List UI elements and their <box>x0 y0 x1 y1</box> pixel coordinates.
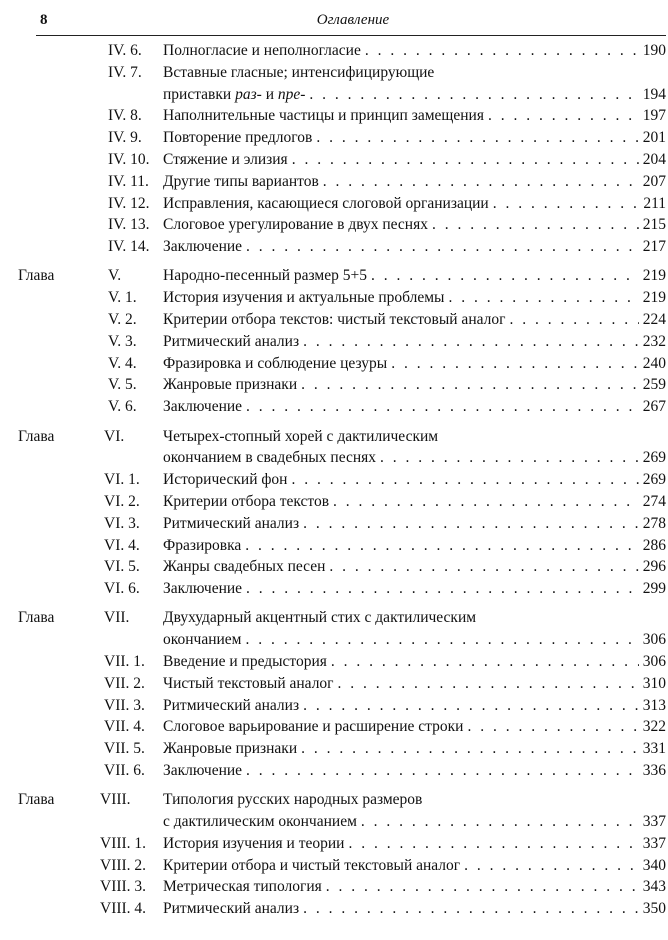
dot-leader <box>301 374 639 396</box>
toc-entry[interactable] <box>0 855 668 877</box>
dot-leader <box>464 855 639 877</box>
dot-leader <box>246 760 639 782</box>
toc-entry[interactable] <box>0 491 668 513</box>
section-page: 267 <box>642 398 666 416</box>
toc-entry[interactable] <box>0 236 668 258</box>
section-page: 219 <box>642 289 666 307</box>
section-page: 340 <box>642 856 666 874</box>
section-page: 197 <box>642 107 666 125</box>
section-number: V. 5. <box>108 376 137 394</box>
section-number: VII. 1. <box>104 653 145 671</box>
section-number: VI. 6. <box>104 580 140 598</box>
toc-entry[interactable] <box>0 40 668 62</box>
dot-leader <box>509 309 638 331</box>
section-title: Фразировка <box>163 536 242 554</box>
section-title: Заключение <box>163 580 243 598</box>
section-number: V. 4. <box>108 354 137 372</box>
dot-leader <box>303 331 639 353</box>
chapter-page: 337 <box>642 813 666 831</box>
section-title: Слоговое урегулирование в двух песнях <box>163 216 428 234</box>
dot-leader <box>391 353 639 375</box>
toc-entry[interactable] <box>0 193 668 215</box>
chapter-label: Глава <box>18 267 55 285</box>
dot-leader <box>448 287 638 309</box>
dot-leader <box>292 149 639 171</box>
toc-entry[interactable] <box>0 738 668 760</box>
toc-entry[interactable] <box>0 898 668 920</box>
section-number: V. 6. <box>108 398 137 416</box>
toc-entry[interactable] <box>0 716 668 738</box>
section-page: 337 <box>642 834 666 852</box>
dot-leader <box>316 127 638 149</box>
toc-entry[interactable] <box>0 127 668 149</box>
section-number: VII. 6. <box>104 762 145 779</box>
section-title: Ритмический анализ <box>163 332 300 350</box>
toc-entry[interactable] <box>0 833 668 855</box>
dot-leader <box>371 265 639 287</box>
toc-entry[interactable] <box>0 513 668 535</box>
toc-entry[interactable] <box>0 374 668 396</box>
section-number: VIII. 2. <box>100 856 147 874</box>
section-number: V. 1. <box>108 289 137 307</box>
section-number: IV. 12. <box>108 194 150 212</box>
section-title: Жанровые признаки <box>163 740 298 758</box>
dot-leader <box>301 738 639 760</box>
toc-chapter-continuation[interactable] <box>0 629 668 651</box>
section-number: IV. 11. <box>108 172 149 190</box>
chapter-page: 306 <box>642 631 666 649</box>
section-number: IV. 8. <box>108 107 142 125</box>
section-number: IV. 6. <box>108 42 142 59</box>
section-title: История изучения и теории <box>163 834 345 852</box>
toc-entry[interactable] <box>0 673 668 695</box>
section-number: IV. 14. <box>108 238 150 256</box>
dot-leader <box>331 651 639 673</box>
dot-leader <box>246 629 639 651</box>
toc-entry[interactable] <box>0 535 668 557</box>
chapter-page: 269 <box>642 449 666 467</box>
chapter-number: V. <box>108 267 122 285</box>
section-page: 286 <box>642 536 666 554</box>
section-number: VII. 4. <box>104 718 145 736</box>
dot-leader <box>432 214 639 236</box>
chapter-number: VI. <box>104 427 125 445</box>
chapter-label: Глава <box>18 609 55 627</box>
section-page: 190 <box>642 42 666 59</box>
section-title: Полногласие и неполногласие <box>163 42 361 59</box>
chapter-title: Двухударный акцентный стих с дактилическим <box>163 609 477 627</box>
toc-entry[interactable] <box>0 469 668 491</box>
section-title: Вставные гласные; интенсифицирующие <box>163 63 435 81</box>
chapter-title-continuation: окончанием в свадебных песнях <box>163 449 377 467</box>
chapter-title: Четырех-стопный хорей с дактилическим <box>163 427 439 445</box>
toc-entry[interactable] <box>0 396 668 418</box>
section-page: 274 <box>642 492 666 510</box>
dot-leader <box>246 396 639 418</box>
toc-entry[interactable] <box>0 105 668 127</box>
chapter-label: Глава <box>18 791 55 809</box>
section-number: IV. 9. <box>108 129 142 147</box>
section-title: Стяжение и элизия <box>163 150 288 168</box>
chapter-number: VII. <box>104 609 130 627</box>
toc-chapter[interactable] <box>0 607 668 629</box>
section-title: Критерии отбора текстов: чистый текстовый аналог <box>163 311 506 329</box>
header-rule <box>36 35 666 36</box>
running-header <box>40 12 666 34</box>
section-number: VI. 3. <box>104 514 140 532</box>
dot-leader <box>348 833 638 855</box>
toc-entry[interactable] <box>0 214 668 236</box>
toc-entry[interactable] <box>0 651 668 673</box>
section-title: Метрическая типология <box>163 878 322 896</box>
dot-leader <box>333 491 639 513</box>
toc-chapter[interactable] <box>0 265 668 287</box>
dot-leader <box>338 673 639 695</box>
toc-chapter-continuation[interactable] <box>0 447 668 469</box>
section-page: 232 <box>642 332 666 350</box>
section-title: Наполнительные частицы и принцип замещения <box>163 107 484 125</box>
section-title: Повторение предлогов <box>163 129 313 147</box>
page-number: 8 <box>40 12 48 28</box>
toc-entry[interactable] <box>0 578 668 600</box>
section-page: 224 <box>642 311 666 329</box>
toc-entry[interactable] <box>0 149 668 171</box>
section-page: 204 <box>642 150 666 168</box>
toc-entry[interactable] <box>0 876 668 898</box>
section-page: 310 <box>642 674 666 692</box>
dot-leader <box>309 84 638 106</box>
section-page: 211 <box>643 194 666 212</box>
section-page: 240 <box>642 354 666 372</box>
section-number: VIII. 4. <box>100 900 147 918</box>
section-page: 217 <box>642 238 666 256</box>
section-title: Исторический фон <box>163 471 288 489</box>
section-title: Критерии отбора текстов <box>163 492 330 510</box>
section-title: Жанровые признаки <box>163 376 298 394</box>
chapter-title-continuation: с дактилическим окончанием <box>163 813 357 831</box>
dot-leader <box>467 716 638 738</box>
dot-leader <box>303 695 639 717</box>
section-title: Заключение <box>163 238 243 256</box>
section-title: Чистый текстовый аналог <box>163 674 334 692</box>
section-page: 296 <box>642 558 666 576</box>
toc-chapter-continuation[interactable] <box>0 811 668 833</box>
section-number: VII. 2. <box>104 674 145 692</box>
dot-leader <box>493 193 640 215</box>
section-title: Другие типы вариантов <box>163 172 319 190</box>
toc-entry[interactable] <box>0 62 668 84</box>
section-number: VI. 1. <box>104 471 140 489</box>
dot-leader <box>291 469 638 491</box>
section-number: VIII. 1. <box>100 834 147 852</box>
section-page: 331 <box>642 740 666 758</box>
section-number: IV. 13. <box>108 216 150 234</box>
section-title: Заключение <box>163 398 243 416</box>
dot-leader <box>361 811 639 833</box>
section-page: 299 <box>642 580 666 598</box>
section-title: Ритмический анализ <box>163 696 300 714</box>
toc-entry[interactable] <box>0 353 668 375</box>
section-number: V. 2. <box>108 311 137 329</box>
section-title: Фразировка и соблюдение цезуры <box>163 354 388 372</box>
dot-leader <box>326 876 639 898</box>
section-title: Исправления, касающиеся слоговой организации <box>163 194 489 212</box>
section-page: 278 <box>642 514 666 532</box>
chapter-label: Глава <box>18 427 55 445</box>
section-number: VI. 2. <box>104 492 140 510</box>
section-page: 215 <box>642 216 666 234</box>
section-title-continuation: приставки раз- и пре- <box>163 85 306 103</box>
toc-entry-continuation[interactable] <box>0 84 668 106</box>
section-title: Жанры свадебных песен <box>163 558 326 576</box>
dot-leader <box>245 535 638 557</box>
table-of-contents <box>0 40 668 920</box>
toc-chapter[interactable] <box>0 789 668 811</box>
section-page: 194 <box>642 85 666 103</box>
section-title: История изучения и актуальные проблемы <box>163 289 445 307</box>
section-number: IV. 7. <box>108 63 142 81</box>
toc-entry[interactable] <box>0 309 668 331</box>
section-number: VII. 3. <box>104 696 145 714</box>
section-title: Заключение <box>163 762 243 779</box>
section-page: 201 <box>642 129 666 147</box>
section-title: Ритмический анализ <box>163 900 300 918</box>
toc-entry[interactable] <box>0 556 668 578</box>
dot-leader <box>246 236 639 258</box>
dot-leader <box>323 171 639 193</box>
section-title: Введение и предыстория <box>163 653 327 671</box>
dot-leader <box>488 105 639 127</box>
toc-entry[interactable] <box>0 331 668 353</box>
section-number: VI. 5. <box>104 558 140 576</box>
section-page: 350 <box>642 900 666 918</box>
dot-leader <box>303 513 639 535</box>
section-page: 269 <box>642 471 666 489</box>
section-title: Критерии отбора и чистый текстовый аналог <box>163 856 461 874</box>
dot-leader <box>303 898 639 920</box>
dot-leader <box>246 578 639 600</box>
section-page: 322 <box>642 718 666 736</box>
toc-entry[interactable] <box>0 695 668 717</box>
running-title: Оглавление <box>316 12 390 28</box>
chapter-title-continuation: окончанием <box>163 631 242 649</box>
toc-entry[interactable] <box>0 171 668 193</box>
section-title: Ритмический анализ <box>163 514 300 532</box>
section-page: 343 <box>642 878 666 896</box>
section-page: 313 <box>642 696 666 714</box>
section-number: VII. 5. <box>104 740 145 758</box>
chapter-title: Народно-песенный размер 5+5 <box>163 267 367 285</box>
dot-leader <box>365 40 639 62</box>
toc-entry[interactable] <box>0 287 668 309</box>
toc-entry[interactable] <box>0 760 668 782</box>
section-page: 259 <box>642 376 666 394</box>
section-number: V. 3. <box>108 332 137 350</box>
dot-leader <box>380 447 639 469</box>
section-title: Слоговое варьирование и расширение строки <box>163 718 464 736</box>
section-page: 207 <box>642 172 666 190</box>
dot-leader <box>329 556 638 578</box>
toc-chapter[interactable] <box>0 426 668 448</box>
section-page: 306 <box>642 653 666 671</box>
chapter-number: VIII. <box>100 791 131 809</box>
section-number: VIII. 3. <box>100 878 147 896</box>
section-number: VI. 4. <box>104 536 140 554</box>
chapter-title: Типология русских народных размеров <box>163 791 423 809</box>
section-number: IV. 10. <box>108 150 150 168</box>
chapter-page: 219 <box>642 267 666 285</box>
section-page: 336 <box>642 762 666 779</box>
